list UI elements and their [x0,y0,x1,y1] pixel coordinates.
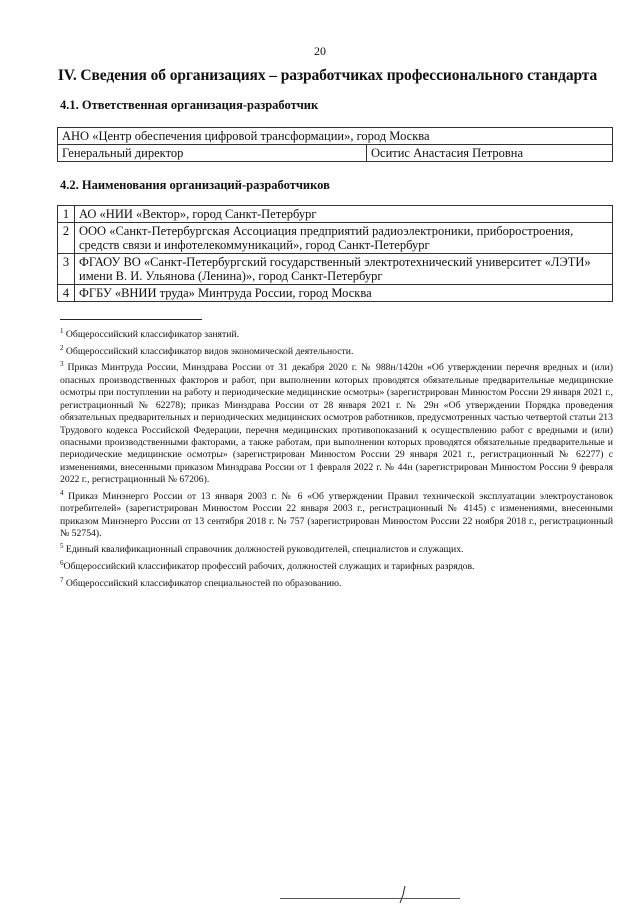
footnote-text: Приказ Минтруда России, Минздрава России от 31 декабря 2020 г. № 988н/1420н «Об утверждении перечня вредных и (или) опасных производственных факторов и работ, при выполнении которых проводятся обязательные предварительные медицинские осмотры при поступлении на работу и периодические медицинские осмотры» (зарегистрирован Минюстом России 29 января 2021 г., регистрационный № 62278); приказ Минздрава России от 28 января 2021 г. № 29н «Об утверждении Порядка проведения обязательных предварительных и периодических медицинских осмотров работников, предусмотренных частью четвертой статьи 213 Трудового кодекса Российской Федерации, перечня медицинских противопоказаний к осуществлению работ с вредными и (или) опасными производственными факторами, а также работам, при выполнении которых проводятся обязательные предварительные и периодические медицинские осмотры» (зарегистрирован Минюстом России 29 января 2021 г., регистрационный № 62277) с изменениями, внесенными приказом Минздрава России от 1 февраля 2022 г. № 44н (зарегистрирован Минюстом России 9 февраля 2022 г., регистрационный № 67206). [60,362,613,486]
table-row [58,285,613,302]
org-name: ООО «Санкт-Петербургская Ассоциация предприятий радиоэлектроники, приборостроения, средств связи и инфотелекоммуникаций», город Санкт-Петербург [75,223,613,254]
footnote-mark: 3 [60,360,64,369]
footnote-text: Общероссийский классификатор профессий рабочих, должностей служащих и тарифных разрядов. [63,561,475,573]
footnote-text: Приказ Минэнерго России от 13 января 2003 г. № 6 «Об утверждении Правил технической эксплуатации электроустановок потребителей» (зарегистрирован Минюстом России 22 января 2003 г., регистрационный № 4145) с изменениями, внесенными приказом Минэнерго России от 13 сентября 2018 г. № 757 (зарегистрирован Минюстом России 22 ноября 2018 г., регистрационный № 52754). [60,490,613,540]
footnote-mark: 4 [60,488,64,497]
footnote-text: Единый квалификационный справочник должностей руководителей, специалистов и служащих. [63,544,464,556]
footnote-text: Общероссийский классификатор видов экономической деятельности. [63,345,354,357]
footnote [60,487,613,541]
org-name: ФГАОУ ВО «Санкт-Петербургский государственный электротехнический университет «ЛЭТИ» имени В. И. Ульянова (Ленина)», город Санкт-Петербург [75,254,613,285]
developers-table [57,205,613,302]
row-number: 4 [58,285,75,302]
footnote [60,358,613,486]
footnote [60,342,613,359]
footnote [60,574,613,591]
table-row [58,223,613,254]
footnote-mark: 7 [60,575,64,584]
row-number: 1 [58,206,75,223]
footnote-mark: 6 [60,559,64,568]
table-row [58,206,613,223]
section-title: IV. Сведения об организациях – разработчиках профессионального стандарта [57,67,598,84]
responsible-position: Генеральный директор [58,145,367,162]
responsible-org-row [58,128,613,145]
page-number: 20 [314,44,326,58]
responsible-org-name: АНО «Центр обеспечения цифровой трансформации», город Москва [58,128,613,145]
footnote [60,325,613,342]
footnote-text: Общероссийский классификатор занятий. [63,329,240,341]
pen-mark [398,886,410,904]
responsible-head-row [58,145,613,162]
footnote-mark: 5 [60,542,64,551]
footnote [60,557,613,574]
developers-heading: 4.2. Наименования организаций-разработчиков [60,178,330,192]
table-row [58,254,613,285]
responsible-person: Оситис Анастасия Петровна [367,145,613,162]
footnotes [60,325,613,590]
org-name: ФГБУ «ВНИИ труда» Минтруда России, город Москва [75,285,613,302]
footnote-text: Общероссийский классификатор специальностей по образованию. [63,577,342,589]
footnote-separator [60,319,202,320]
row-number: 2 [58,223,75,254]
bottom-line [280,898,460,899]
row-number: 3 [58,254,75,285]
footnote [60,540,613,557]
org-name: АО «НИИ «Вектор», город Санкт-Петербург [75,206,613,223]
footnote-mark: 2 [60,343,64,352]
responsible-org-table [57,127,613,162]
footnote-mark: 1 [60,327,64,335]
responsible-heading: 4.1. Ответственная организация-разработчик [60,98,319,112]
